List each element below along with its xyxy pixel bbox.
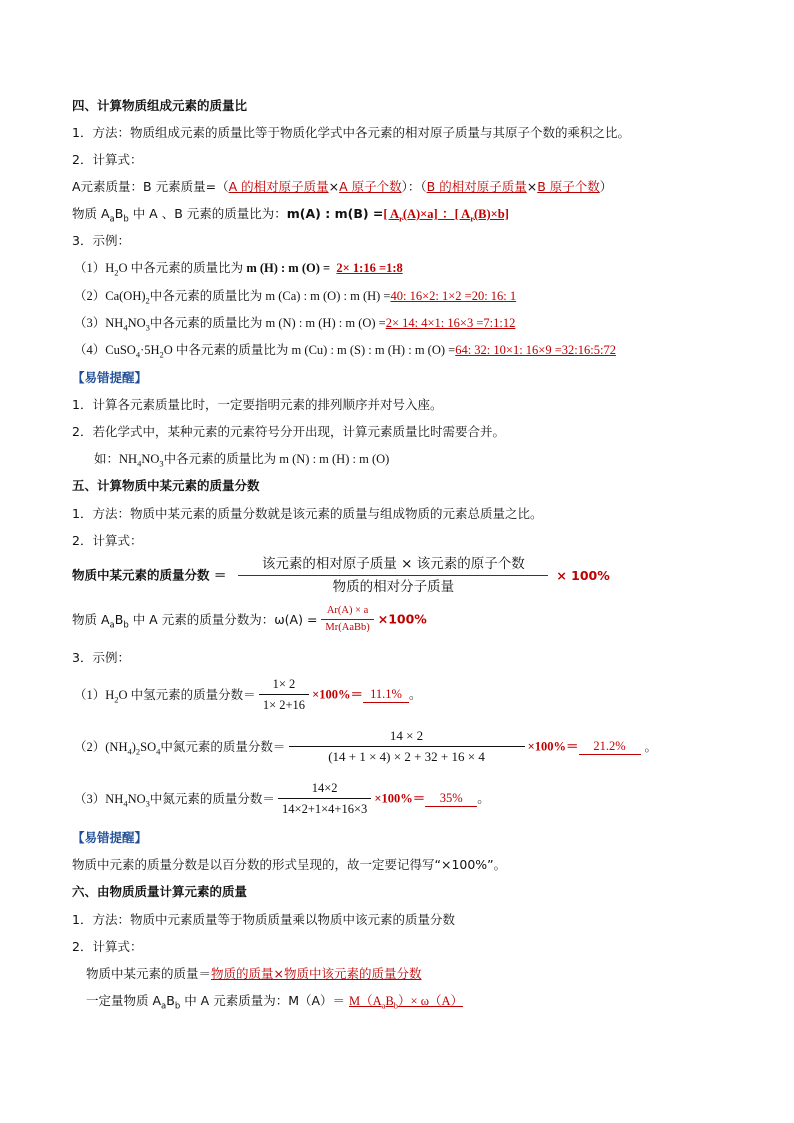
s5-method: 1．方法：物质中某元素的质量分数就是该元素的质量与组成物质的元素总质量之比。 [72, 506, 543, 521]
text: O 中各元素的质量比为 [118, 261, 247, 275]
subscript: r [399, 213, 403, 224]
text: 中各元素的质量比为 m (N) : m (H) : m (O) [163, 452, 390, 466]
text: （1）H [74, 261, 115, 275]
percent-factor: × 100% [556, 567, 610, 583]
formula-end: ） [599, 179, 613, 194]
subscript: a [161, 1001, 167, 1012]
text: 如：NH [94, 452, 138, 466]
answer-b-term [454, 207, 509, 224]
subscript: a [109, 620, 115, 630]
text: NO [141, 452, 160, 466]
numerator: Ar(A) × a [326, 605, 369, 616]
text: ·5H [140, 343, 160, 357]
text: B [385, 994, 394, 1008]
s4-tip-3 [94, 451, 389, 467]
text: O 中氢元素的质量分数＝ [118, 687, 256, 702]
s4-general-formula [72, 206, 509, 225]
answer-blank: 35% [425, 790, 477, 807]
denominator: (14 + 1 × 4) × 2 + 32 + 16 × 4 [289, 746, 525, 765]
s5-examples-heading: 3．示例： [72, 650, 130, 665]
text: （1）H [74, 687, 115, 702]
text: （2）Ca(OH) [74, 289, 146, 303]
text: [ A [454, 207, 471, 221]
text: NO [127, 791, 146, 806]
text: 中氮元素的质量分数＝ [160, 739, 286, 754]
text: ）× ω（A） [398, 994, 463, 1008]
text: 中 A 元素质量为：M（A）＝ [180, 993, 350, 1008]
text: B [114, 206, 124, 221]
text: （2）(NH [74, 739, 128, 754]
s6-formula-2 [86, 993, 463, 1012]
denominator: Mr(AaBb) [321, 619, 373, 634]
subscript: b [123, 620, 129, 630]
fraction [238, 556, 548, 595]
text: B [114, 611, 124, 627]
section-5-title: 五、计算物质中某元素的质量分数 [72, 478, 260, 493]
s5-tip-1: 物质中元素的质量分数是以百分数的形式呈现的，故一定要记得写“×100%”。 [72, 857, 507, 872]
section-6-title: 六、由物质质量计算元素的质量 [72, 884, 248, 899]
text: [ A [383, 207, 400, 221]
text [74, 688, 256, 702]
numerator: 14 × 2 [389, 728, 424, 743]
subscript: 2 [145, 295, 150, 306]
answer-blank: 物质的质量×物质中该元素的质量分数 [211, 966, 422, 981]
fraction [289, 728, 525, 765]
answer-b-atom-count: B 原子个数 [537, 179, 600, 194]
s4-example-4 [74, 342, 616, 358]
s6-formula-heading: 2．计算式： [72, 939, 143, 954]
text: ) [131, 739, 136, 754]
answer-blank: 2× 1:16 =1:8 [336, 261, 403, 275]
subscript: 4 [137, 458, 142, 469]
numerator: 14×2 [311, 781, 338, 795]
s6-formula-1 [86, 966, 422, 982]
text: 中各元素的质量比为 m (Ca) : m (O) : m (H) = [149, 289, 391, 303]
answer-blank: 2× 14: 4×1: 16×3 =7:1:12 [385, 316, 516, 330]
answer-blank: 21.2% [579, 738, 641, 755]
text [72, 611, 318, 630]
subscript: 4 [135, 349, 141, 360]
text: (B)×b] [473, 207, 509, 221]
subscript: 4 [127, 746, 132, 756]
section-4-title: 四、计算物质组成元素的质量比 [72, 98, 248, 113]
subscript: 2 [114, 267, 119, 278]
s4-tip-2: 2．若化学式中，某种元素的元素符号分开出现，计算元素质量比时需要合并。 [72, 424, 505, 439]
s6-method: 1．方法：物质中元素质量等于物质质量乘以物质中该元素的质量分数 [72, 912, 455, 927]
s5-example-2 [74, 728, 657, 765]
text: 。 [409, 687, 422, 702]
text: （3）NH [74, 316, 124, 330]
text: 该元素的相对原子质量 × 该元素的原子个数 [261, 556, 525, 572]
subscript: 2 [159, 349, 164, 360]
text: 中 A 元素的质量分数为：ω(A) = [128, 611, 318, 627]
answer-a-term [383, 207, 438, 224]
text: 中氮元素的质量分数＝ [149, 791, 275, 806]
answer-blank [349, 994, 463, 1011]
text: 物质 A [72, 611, 110, 627]
s4-method: 1．方法：物质组成元素的质量比等于物质化学式中各元素的相对原子质量与其原子个数的乘积之比。 [72, 125, 630, 140]
subscript: 2 [114, 694, 119, 704]
subscript: 4 [123, 322, 128, 333]
text: SO [140, 739, 157, 754]
text: NO [127, 316, 146, 330]
denominator: 1× 2+16 [259, 694, 309, 713]
text: m (H) : m (O) = [246, 261, 334, 275]
s4-tip-1: 1．计算各元素质量比时，一定要指明元素的排列顺序并对号入座。 [72, 397, 443, 412]
subscript: a [381, 1000, 386, 1011]
s4-example-3 [74, 315, 515, 331]
subscript: 4 [123, 798, 128, 808]
text: 中各元素的质量比为 m (N) : m (H) : m (O) = [149, 316, 386, 330]
percent-factor: ×100%＝ [312, 687, 364, 702]
s4-formula-heading: 2．计算式： [72, 152, 143, 167]
formula-label: 物质中某元素的质量分数 ＝ [72, 567, 227, 583]
s5-tip-title: 【易错提醒】 [72, 830, 148, 845]
s5-general-formula [72, 605, 427, 634]
text [74, 740, 285, 754]
text: （4）CuSO [74, 343, 136, 357]
text: （3）NH [74, 791, 124, 806]
subscript: a [109, 214, 115, 225]
fraction [321, 605, 373, 634]
text: 物质的相对分子质量 [332, 579, 455, 595]
s4-tip-title: 【易错提醒】 [72, 370, 148, 385]
s5-formula-heading: 2．计算式： [72, 533, 143, 548]
s4-example-2 [74, 288, 516, 304]
subscript: b [123, 214, 129, 225]
subscript: b [393, 1000, 399, 1011]
ratio-separator: ： [437, 206, 455, 221]
formula-prefix: A元素质量：B 元素质量=（ [72, 179, 229, 194]
subscript: 4 [156, 746, 161, 756]
text: 。 [644, 739, 658, 754]
text: 。 [477, 791, 490, 806]
percent-factor: ×100% [377, 611, 427, 627]
s4-examples-heading: 3．示例： [72, 233, 130, 248]
answer-a-atomic-mass: A 的相对原子质量 [228, 179, 329, 194]
subscript: r [470, 213, 474, 224]
s4-example-1 [74, 260, 403, 276]
s5-example-1 [74, 676, 422, 713]
answer-blank: 40: 16×2: 1×2 =20: 16: 1 [390, 289, 517, 303]
formula-label: m(A) : m(B) = [286, 206, 384, 221]
text: 一定量物质 A [86, 993, 162, 1008]
subscript: 3 [145, 322, 150, 333]
times-sign: × [526, 179, 538, 194]
text: B [166, 993, 175, 1008]
denominator [238, 575, 548, 595]
numerator: 1× 2 [272, 677, 296, 691]
percent-factor: ×100%＝ [374, 791, 426, 806]
answer-b-atomic-mass: B 的相对原子质量 [426, 179, 527, 194]
fraction [278, 780, 371, 817]
text: M（A [349, 994, 382, 1008]
text: 物质 A [72, 206, 110, 221]
subscript: 3 [159, 458, 164, 469]
text [74, 792, 275, 806]
text: O 中各元素的质量比为 m (Cu) : m (S) : m (H) : m (O) = [163, 343, 456, 357]
subscript: 2 [135, 746, 141, 756]
fraction [259, 676, 309, 713]
percent-factor: ×100%＝ [527, 739, 579, 754]
denominator: 14×2+1×4+16×3 [278, 798, 371, 817]
answer-blank: 64: 32: 10×1: 16×9 =32:16:5:72 [455, 343, 616, 357]
s5-example-3 [74, 780, 490, 817]
answer-blank: 11.1% [363, 686, 409, 703]
times-sign: × [328, 179, 340, 194]
answer-a-atom-count: A 原子个数 [339, 179, 402, 194]
text: 中 A 、B 元素的质量比为： [128, 206, 287, 221]
numerator [238, 556, 548, 575]
text: (A)×a] [402, 207, 438, 221]
subscript: b [174, 1001, 181, 1012]
s4-mass-ratio-formula [72, 179, 612, 195]
text: 物质中某元素的质量＝ [86, 966, 212, 981]
subscript: 3 [145, 798, 150, 808]
s5-mass-fraction-formula [72, 556, 610, 595]
formula-separator: ）：（ [401, 179, 427, 194]
